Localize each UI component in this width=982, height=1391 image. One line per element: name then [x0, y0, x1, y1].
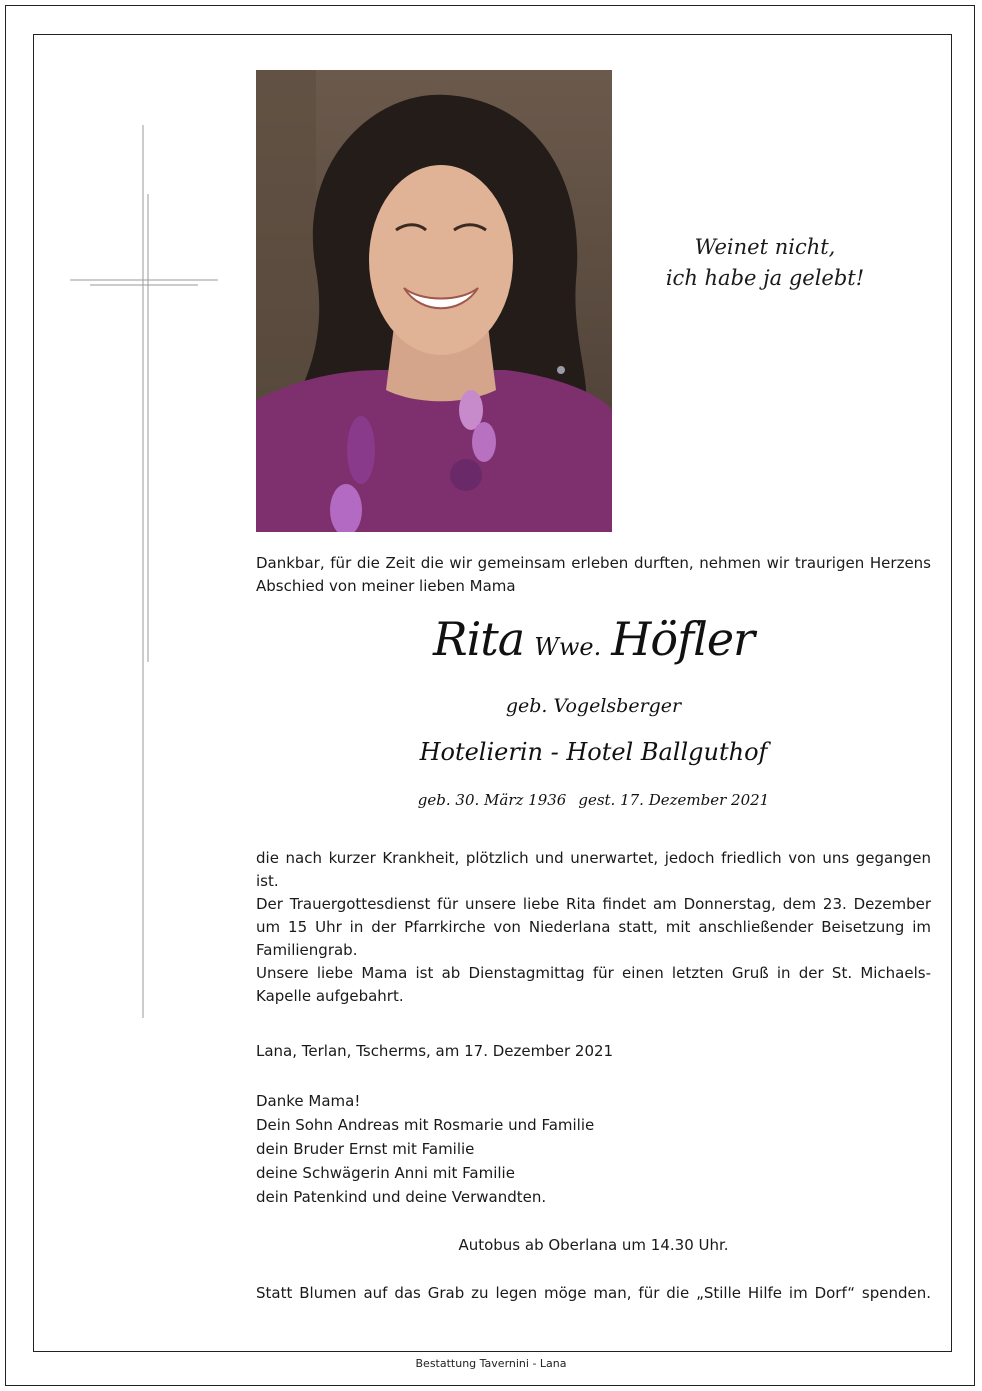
body-paragraph-3: Unsere liebe Mama ist ab Dienstagmittag für einen letzten Gruß in der St. Michaels-Kapelle aufgebahrt. — [256, 964, 931, 1005]
place-date: Lana, Terlan, Tscherms, am 17. Dezember 2021 — [256, 1042, 614, 1060]
motto-line-2: ich habe ja gelebt! — [665, 266, 865, 290]
life-dates — [256, 791, 931, 809]
maiden-name: geb. Vogelsberger — [505, 695, 682, 717]
announcement-body — [256, 847, 931, 1008]
donation-note: Statt Blumen auf das Grab zu legen möge man, für die „Stille Hilfe im Dorf“ spenden. — [256, 1284, 931, 1302]
signoff-line: Dein Sohn Andreas mit Rosmarie und Familie — [256, 1116, 595, 1134]
widow-abbreviation: Wwe. — [534, 633, 602, 661]
footer-funeral-home: Bestattung Tavernini - Lana — [415, 1357, 567, 1370]
last-name: Höfler — [611, 612, 755, 666]
motto-line-1: Weinet nicht, — [694, 235, 836, 259]
body-paragraph-2: Der Trauergottesdienst für unsere liebe Rita findet am Donnerstag, dem 23. Dezember um 15 Uhr in der Pfarrkirche von Niederlana statt, mit anschließender Beisetzung im Familiengrab. — [256, 895, 931, 959]
signoff-line: dein Patenkind und deine Verwandten. — [256, 1188, 547, 1206]
motto — [640, 232, 890, 294]
bus-note: Autobus ab Oberlana um 14.30 Uhr. — [458, 1236, 729, 1254]
deceased-name — [256, 612, 931, 666]
first-name: Rita — [432, 612, 525, 666]
signoff — [256, 1089, 594, 1209]
cross-icon — [68, 122, 220, 1022]
signoff-line: Danke Mama! — [256, 1092, 361, 1110]
body-paragraph-1: die nach kurzer Krankheit, plötzlich und unerwartet, jedoch friedlich von uns gegangen ist. — [256, 849, 931, 890]
intro-text: Dankbar, für die Zeit die wir gemeinsam erleben durften, nehmen wir traurigen Herzens Abschied von meiner lieben Mama — [256, 554, 931, 595]
birth-date: geb. 30. März 1936 — [417, 791, 567, 809]
profession: Hotelierin - Hotel Ballguthof — [419, 738, 768, 766]
portrait-photo — [256, 70, 612, 532]
signoff-line: deine Schwägerin Anni mit Familie — [256, 1164, 515, 1182]
signoff-line: dein Bruder Ernst mit Familie — [256, 1140, 475, 1158]
death-date: gest. 17. Dezember 2021 — [578, 791, 770, 809]
